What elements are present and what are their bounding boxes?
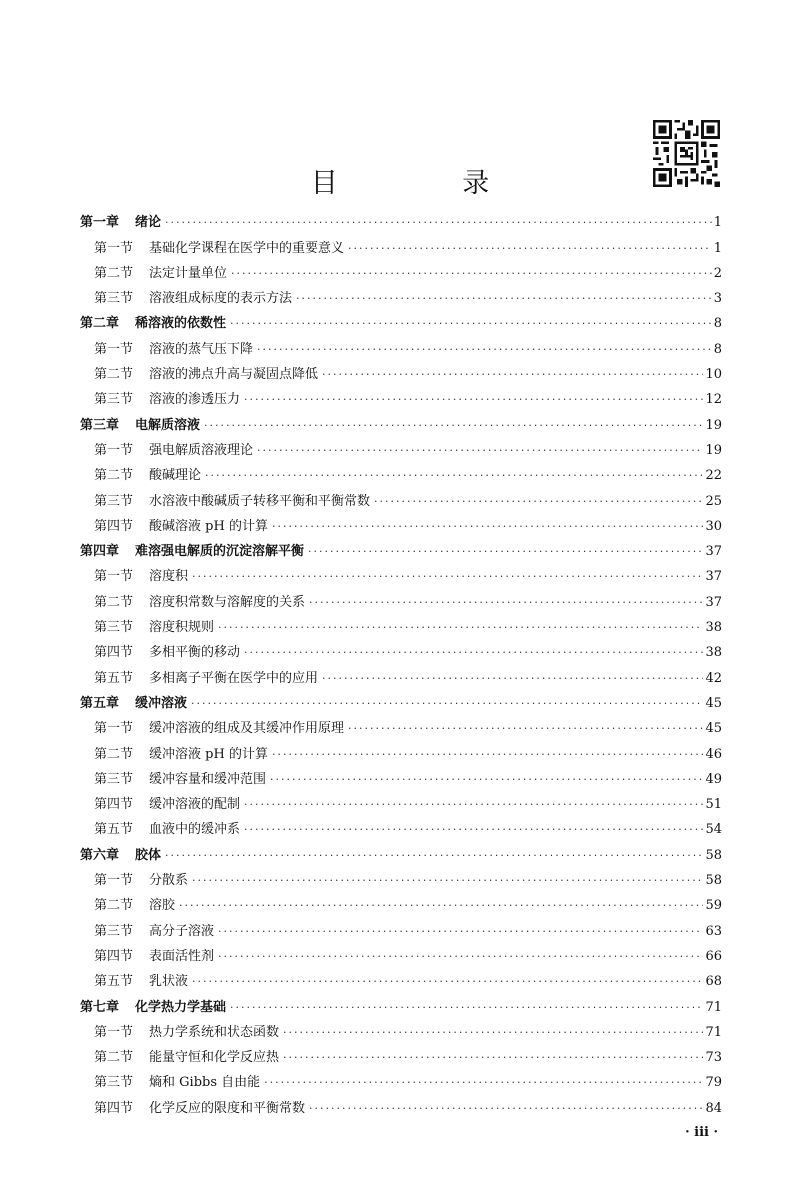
entry-title: 高分子溶液 [149,923,215,939]
entry-title: 绪论 [135,215,162,231]
toc-section-entry[interactable] [80,965,722,990]
entry-title: 溶液组成标度的表示方法 [149,291,293,307]
dot-leader [374,494,703,510]
toc-section-entry[interactable] [80,459,722,484]
entry-page-number: 8 [713,316,722,332]
dot-leader [272,747,704,763]
entry-number: 第四节 [94,645,134,661]
qr-code-icon[interactable] [653,120,720,187]
dot-leader [296,291,712,307]
entry-page-number: 66 [705,948,722,964]
dot-leader [264,1075,703,1091]
entry-page-number: 51 [705,797,722,813]
entry-page-number: 45 [705,695,722,711]
entry-number: 第三节 [94,771,134,787]
entry-number: 第一节 [94,721,134,737]
toc-chapter-entry[interactable] [80,307,722,332]
entry-page-number: 71 [705,999,722,1015]
toc-section-entry[interactable] [80,510,722,535]
dot-leader [244,822,703,838]
entry-title: 分散系 [149,873,189,889]
entry-page-number: 2 [713,265,722,281]
toc-section-entry[interactable] [80,611,722,636]
toc-section-entry[interactable] [80,332,722,357]
dot-leader [230,1000,703,1016]
entry-number: 第二节 [94,1050,134,1066]
toc-section-entry[interactable] [80,484,722,509]
toc-chapter-entry[interactable] [80,687,722,712]
entry-number: 第五章 [80,695,120,711]
toc-section-entry[interactable] [80,585,722,610]
entry-page-number: 12 [705,392,722,408]
entry-title: 热力学系统和状态函数 [149,1024,280,1040]
entry-title: 溶胶 [149,898,176,914]
entry-number: 第二节 [94,367,134,383]
entry-number: 第三节 [94,291,134,307]
entry-title: 溶度积 [149,569,189,585]
entry-title: 多相离子平衡在医学中的应用 [149,670,319,686]
entry-title: 溶液的沸点升高与凝固点降低 [149,367,319,383]
toc-section-entry[interactable] [80,560,722,585]
entry-number: 第三节 [94,493,134,509]
toc-section-entry[interactable] [80,1091,722,1116]
dot-leader [231,266,712,282]
entry-page-number: 37 [705,569,722,585]
toc-section-entry[interactable] [80,636,722,661]
toc-section-entry[interactable] [80,282,722,307]
entry-title: 稀溶液的依数性 [135,316,227,332]
entry-page-number: 71 [705,1024,722,1040]
entry-title: 缓冲溶液的组成及其缓冲作用原理 [149,721,345,737]
toc-section-entry[interactable] [80,434,722,459]
dot-leader [309,595,703,611]
dot-leader [309,1101,703,1117]
dot-leader [272,519,704,535]
dot-leader [308,544,703,560]
dot-leader [322,367,703,383]
toc-chapter-entry[interactable] [80,408,722,433]
entry-page-number: 37 [705,594,722,610]
entry-title: 胶体 [135,847,162,863]
entry-title: 基础化学课程在医学中的重要意义 [149,240,345,256]
toc-section-entry[interactable] [80,1041,722,1066]
entry-page-number: 79 [705,1075,722,1091]
entry-number: 第三节 [94,1075,134,1091]
entry-number: 第三节 [94,620,134,636]
dot-leader [348,241,712,257]
entry-number: 第四章 [80,544,120,560]
entry-number: 第一节 [94,1024,134,1040]
entry-page-number: 38 [705,620,722,636]
entry-number: 第二节 [94,594,134,610]
dot-leader [244,392,703,408]
entry-title: 能量守恒和化学反应热 [149,1050,280,1066]
entry-title: 化学反应的限度和平衡常数 [149,1100,306,1116]
entry-title: 强电解质溶液理论 [149,442,254,458]
entry-title: 化学热力学基础 [135,999,227,1015]
entry-page-number: 8 [713,341,722,357]
entry-number: 第二章 [80,316,120,332]
toc-section-entry[interactable] [80,737,722,762]
entry-number: 第三章 [80,417,120,433]
dot-leader [257,443,703,459]
entry-title: 难溶强电解质的沉淀溶解平衡 [135,544,305,560]
toc-section-entry[interactable] [80,813,722,838]
entry-number: 第一节 [94,569,134,585]
toc-section-entry[interactable] [80,712,722,737]
entry-number: 第一节 [94,240,134,256]
dot-leader [204,418,703,434]
dot-leader [192,569,703,585]
dot-leader [192,974,703,990]
entry-page-number: 58 [705,847,722,863]
entry-number: 第六章 [80,847,120,863]
entry-number: 第一节 [94,442,134,458]
dot-leader [218,949,703,965]
entry-title: 缓冲溶液 pH 的计算 [149,746,268,762]
entry-page-number: 30 [705,518,722,534]
toc-section-entry[interactable] [80,257,722,282]
toc-section-entry[interactable] [80,661,722,686]
entry-page-number: 37 [705,544,722,560]
entry-title: 酸碱理论 [149,468,202,484]
toc-section-entry[interactable] [80,914,722,939]
dot-leader [244,797,703,813]
dot-leader [192,873,703,889]
dot-leader [270,772,703,788]
page-number: · iii · [685,1125,718,1140]
entry-number: 第七章 [80,999,120,1015]
entry-page-number: 68 [705,974,722,990]
entry-page-number: 84 [705,1100,722,1116]
dot-leader [218,620,703,636]
entry-page-number: 42 [705,670,722,686]
toc-section-entry[interactable] [80,1066,722,1091]
entry-number: 第四节 [94,518,134,534]
entry-page-number: 1 [713,215,722,231]
entry-page-number: 59 [705,898,722,914]
entry-page-number: 54 [705,822,722,838]
entry-title: 熵和 Gibbs 自由能 [149,1075,261,1091]
dot-leader [257,342,712,358]
toc-section-entry[interactable] [80,1016,722,1041]
entry-number: 第五节 [94,670,134,686]
entry-title: 水溶液中酸碱质子转移平衡和平衡常数 [149,493,371,509]
entry-title: 乳状液 [149,974,189,990]
entry-number: 第二节 [94,746,134,762]
dot-leader [322,671,703,687]
toc-section-entry[interactable] [80,788,722,813]
dot-leader [283,1025,703,1041]
entry-number: 第三节 [94,923,134,939]
entry-title: 溶度积规则 [149,620,215,636]
entry-number: 第四节 [94,948,134,964]
entry-number: 第五节 [94,822,134,838]
dot-leader [191,696,703,712]
entry-page-number: 25 [705,493,722,509]
entry-number: 第一章 [80,215,120,231]
entry-number: 第一节 [94,341,134,357]
entry-page-number: 46 [705,746,722,762]
entry-title: 血液中的缓冲系 [149,822,241,838]
entry-title: 缓冲溶液的配制 [149,797,241,813]
entry-number: 第四节 [94,797,134,813]
toc-section-entry[interactable] [80,864,722,889]
entry-page-number: 49 [705,771,722,787]
dot-leader [230,316,712,332]
dot-leader [283,1050,703,1066]
toc-chapter-entry[interactable] [80,535,722,560]
toc-section-entry[interactable] [80,383,722,408]
dot-leader [179,898,703,914]
entry-title: 法定计量单位 [149,265,228,281]
entry-page-number: 45 [705,721,722,737]
entry-page-number: 58 [705,873,722,889]
table-of-contents [80,206,722,1117]
toc-chapter-entry[interactable] [80,838,722,863]
toc-section-entry[interactable] [80,763,722,788]
entry-title: 缓冲容量和缓冲范围 [149,771,267,787]
page-title: 目 录 [310,168,548,200]
dot-leader [244,645,703,661]
entry-number: 第一节 [94,873,134,889]
toc-section-entry[interactable] [80,231,722,256]
toc-chapter-entry[interactable] [80,990,722,1015]
entry-title: 溶度积常数与溶解度的关系 [149,594,306,610]
entry-number: 第二节 [94,468,134,484]
entry-title: 表面活性剂 [149,948,215,964]
entry-number: 第四节 [94,1100,134,1116]
entry-page-number: 1 [713,240,722,256]
dot-leader [218,924,703,940]
entry-title: 溶液的蒸气压下降 [149,341,254,357]
entry-page-number: 63 [705,923,722,939]
entry-title: 多相平衡的移动 [149,645,241,661]
dot-leader [348,721,703,737]
toc-chapter-entry[interactable] [80,206,722,231]
dot-leader [205,468,703,484]
entry-number: 第二节 [94,898,134,914]
entry-page-number: 19 [705,417,722,433]
entry-title: 缓冲溶液 [135,695,188,711]
entry-title: 酸碱溶液 pH 的计算 [149,518,268,534]
toc-section-entry[interactable] [80,358,722,383]
entry-page-number: 3 [713,291,722,307]
entry-page-number: 19 [705,442,722,458]
entry-number: 第三节 [94,392,134,408]
entry-page-number: 38 [705,645,722,661]
toc-section-entry[interactable] [80,940,722,965]
dot-leader [165,215,712,231]
entry-page-number: 73 [705,1050,722,1066]
entry-title: 电解质溶液 [135,417,201,433]
dot-leader [165,848,703,864]
toc-section-entry[interactable] [80,889,722,914]
entry-title: 溶液的渗透压力 [149,392,241,408]
entry-page-number: 10 [705,367,722,383]
entry-number: 第五节 [94,974,134,990]
entry-page-number: 22 [705,468,722,484]
entry-number: 第二节 [94,265,134,281]
